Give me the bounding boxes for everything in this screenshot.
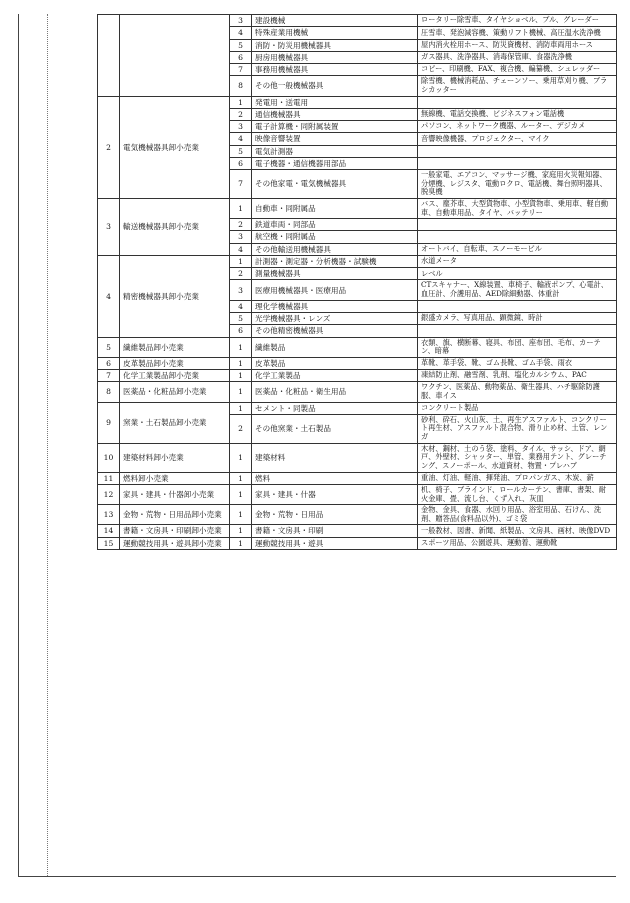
sub-category-number: 7	[230, 170, 252, 199]
sub-category-number: 1	[230, 505, 252, 525]
sub-category-name: 金物・荒物・日用品	[252, 505, 418, 525]
table-row	[98, 484, 617, 504]
sub-category-number: 1	[230, 337, 252, 357]
sub-category-number: 1	[230, 484, 252, 504]
sub-category-number: 6	[230, 51, 252, 63]
sub-category-name: その他輸送用機械器具	[252, 243, 418, 255]
sub-category-name: その他家電・電気機械器具	[252, 170, 418, 199]
sub-category-name: 家具・建具・什器	[252, 484, 418, 504]
table-row	[98, 370, 617, 382]
sub-category-name: 繊維製品	[252, 337, 418, 357]
major-category-name: 金物・荒物・日用品卸小売業	[120, 505, 230, 525]
sub-category-name: 皮革製品	[252, 357, 418, 369]
example-items: コピー、印刷機、FAX、複合機、編纂機、シュレッダー	[418, 64, 617, 76]
sub-category-number: 1	[230, 382, 252, 402]
example-items: 衣類、旗、横断幕、寝具、布団、座布団、毛布、カーテン、暗幕	[418, 337, 617, 357]
example-items: 木材、鋼材、土のう袋、塗料、タイル、サッシ、ドア、網戸、外壁材、シャッター、単管、業務用テント、グレーチング、スノーポール、水道資材、物置・プレハブ	[418, 443, 617, 472]
major-category-number: 14	[98, 525, 120, 537]
sub-category-number: 1	[230, 537, 252, 549]
example-items	[418, 325, 617, 337]
example-items: 机、椅子、ブラインド、ロールカーテン、書庫、書架、耐火金庫、畳、流し台、くず入れ、灰皿	[418, 484, 617, 504]
table-row	[98, 15, 617, 27]
example-items: ガス器具、洗浄器具、消毒保管庫、食器洗浄機	[418, 51, 617, 63]
sub-category-name: 医薬品・化粧品・衛生用品	[252, 382, 418, 402]
sub-category-number: 1	[230, 96, 252, 108]
table-row	[98, 443, 617, 472]
sub-category-number: 4	[230, 133, 252, 145]
sub-category-name: 光学機械器具・レンズ	[252, 313, 418, 325]
sub-category-number: 6	[230, 325, 252, 337]
sub-category-name: 航空機・同附属品	[252, 231, 418, 243]
example-items	[418, 157, 617, 169]
sub-category-name: その他窯業・土石製品	[252, 414, 418, 443]
sub-category-name: 事務用機械器具	[252, 64, 418, 76]
sub-category-name: 運動競技用具・遊具	[252, 537, 418, 549]
major-category-name	[120, 15, 230, 97]
sub-category-name: 鉄道車両・同部品	[252, 219, 418, 231]
table-row	[98, 472, 617, 484]
major-category-number: 5	[98, 337, 120, 357]
sub-category-name: 電子計算機・同附属装置	[252, 121, 418, 133]
major-category-number: 8	[98, 382, 120, 402]
sub-category-number: 1	[230, 370, 252, 382]
example-items: ワクチン、医薬品、動物薬品、衛生器具、ハチ駆除防護服、車イス	[418, 382, 617, 402]
major-category-name: 建築材料卸小売業	[120, 443, 230, 472]
example-items: 凍結防止剤、融雪剤、乳剤、塩化カルシウム、PAC	[418, 370, 617, 382]
sub-category-name: 燃料	[252, 472, 418, 484]
major-category-name: 化学工業製品卸小売業	[120, 370, 230, 382]
sub-category-number: 7	[230, 64, 252, 76]
sub-category-name: 特殊産業用機械	[252, 27, 418, 39]
sub-category-number: 5	[230, 145, 252, 157]
major-category-number: 2	[98, 96, 120, 198]
example-items: バス、塵芥車、大型貨物車、小型貨物車、乗用車、軽自動車、自動車用品、タイヤ、バッテリー	[418, 198, 617, 218]
example-items: 一般教材、図書、新聞、紙製品、文房具、画材、映像DVD	[418, 525, 617, 537]
example-items: 圧雪車、発泡減容機、策動リフト機械、高圧温水洗浄機	[418, 27, 617, 39]
example-items: ロータリー除雪車、タイヤショベル、ブル、グレーダー	[418, 15, 617, 27]
table-row	[98, 96, 617, 108]
sub-category-name: その他精密機械器具	[252, 325, 418, 337]
major-category-name: 電気機械器具卸小売業	[120, 96, 230, 198]
sub-category-number: 3	[230, 231, 252, 243]
sub-category-name: 映像音響装置	[252, 133, 418, 145]
sub-category-number: 8	[230, 76, 252, 96]
sub-category-number: 2	[230, 108, 252, 120]
category-table	[97, 14, 617, 550]
major-category-name: 輸送機械器具卸小売業	[120, 198, 230, 255]
major-category-name: 書籍・文房具・印刷卸小売業	[120, 525, 230, 537]
major-category-number: 13	[98, 505, 120, 525]
example-items: 革靴、革手袋、靴、ゴム長靴、ゴム手袋、雨衣	[418, 357, 617, 369]
major-category-number: 4	[98, 255, 120, 337]
example-items: 屋内消火栓用ホース、防災資機材、消防車両用ホース	[418, 39, 617, 51]
major-category-number: 9	[98, 402, 120, 443]
sub-category-name: 電子機器・通信機器用部品	[252, 157, 418, 169]
example-items: パソコン、ネットワーク機器、ルーター、デジカメ	[418, 121, 617, 133]
sub-category-number: 3	[230, 121, 252, 133]
major-category-number: 3	[98, 198, 120, 255]
example-items: 金物、金具、食器、水回り用品、浴室用品、石けん、洗剤、贈答品(食料品以外)、ゴミ袋	[418, 505, 617, 525]
major-category-name: 燃料卸小売業	[120, 472, 230, 484]
example-items	[418, 231, 617, 243]
sub-category-number: 2	[230, 268, 252, 280]
example-items	[418, 145, 617, 157]
major-category-number: 10	[98, 443, 120, 472]
major-category-number: 11	[98, 472, 120, 484]
table-row	[98, 525, 617, 537]
example-items: CTスキャナー、X線装置、車椅子、輸液ポンプ、心電計、血圧計、介護用品、AED除細動器、体重計	[418, 280, 617, 300]
major-category-name: 運動競技用具・遊具卸小売業	[120, 537, 230, 549]
major-category-name: 繊維製品卸小売業	[120, 337, 230, 357]
sub-category-name: 電気計測器	[252, 145, 418, 157]
table-row	[98, 505, 617, 525]
sub-category-number: 1	[230, 198, 252, 218]
sub-category-name: 消防・防災用機械器具	[252, 39, 418, 51]
table-row	[98, 255, 617, 267]
major-category-name: 窯業・土石製品卸小売業	[120, 402, 230, 443]
example-items: 無線機、電話交換機、ビジネスフォン電話機	[418, 108, 617, 120]
example-items: オートバイ、自転車、スノーモービル	[418, 243, 617, 255]
major-category-name: 医薬品・化粧品卸小売業	[120, 382, 230, 402]
sub-category-name: 発電用・送電用	[252, 96, 418, 108]
sub-category-name: 計測器・測定器・分析機器・試験機	[252, 255, 418, 267]
sub-category-number: 5	[230, 313, 252, 325]
sub-category-number: 5	[230, 39, 252, 51]
example-items: レベル	[418, 268, 617, 280]
sub-category-number: 4	[230, 27, 252, 39]
example-items	[418, 219, 617, 231]
sub-category-name: 理化学機械器具	[252, 300, 418, 312]
table-row	[98, 337, 617, 357]
sub-category-number: 4	[230, 300, 252, 312]
table-row	[98, 537, 617, 549]
sub-category-name: 通信機械器具	[252, 108, 418, 120]
example-items: 銀盛カメラ、写真用品、顕微鏡、時計	[418, 313, 617, 325]
major-category-number: 12	[98, 484, 120, 504]
example-items: 除雪機、機械消耗品、チェーンソー、乗用草刈り機、ブラシカッター	[418, 76, 617, 96]
sub-category-number: 1	[230, 525, 252, 537]
table-row	[98, 198, 617, 218]
major-category-number: 6	[98, 357, 120, 369]
major-category-name: 家具・建具・什器卸小売業	[120, 484, 230, 504]
example-items	[418, 96, 617, 108]
sub-category-number: 4	[230, 243, 252, 255]
margin-rule-left	[18, 14, 19, 876]
category-table-body	[98, 15, 617, 550]
sub-category-name: 建築材料	[252, 443, 418, 472]
sub-category-name: 測量機械器具	[252, 268, 418, 280]
example-items: 音響映像機器、プロジェクター、マイク	[418, 133, 617, 145]
table-row	[98, 357, 617, 369]
example-items: スポーツ用品、公園遊具、運動着、運動靴	[418, 537, 617, 549]
table-row	[98, 382, 617, 402]
major-category-name: 皮革製品卸小売業	[120, 357, 230, 369]
sub-category-name: 書籍・文房具・印刷	[252, 525, 418, 537]
sub-category-name: 建設機械	[252, 15, 418, 27]
table-row	[98, 402, 617, 414]
major-category-name: 精密機械器具卸小売業	[120, 255, 230, 337]
major-category-number: 7	[98, 370, 120, 382]
example-items: コンクリート製品	[418, 402, 617, 414]
example-items: 水道メータ	[418, 255, 617, 267]
sub-category-number: 1	[230, 443, 252, 472]
example-items: 重油、灯油、軽油、揮発油、プロパンガス、木炭、薪	[418, 472, 617, 484]
sub-category-name: その他一般機械器具	[252, 76, 418, 96]
bottom-rule	[18, 876, 616, 877]
sub-category-name: セメント・同製品	[252, 402, 418, 414]
sub-category-name: 自動車・同附属品	[252, 198, 418, 218]
sub-category-number: 2	[230, 414, 252, 443]
example-items: 一般家電、エアコン、マッサージ機、家庭用火災報知器、分煙機、レジスタ、電動ロクロ、電話機、舞台照明器具、脱臭機	[418, 170, 617, 199]
major-category-number: 15	[98, 537, 120, 549]
sub-category-number: 1	[230, 255, 252, 267]
example-items: 砂利、砕石、火山灰、土、再生アスファルト、コンクリート再生材、アスファルト混合物、滑り止め材、土管、レンガ	[418, 414, 617, 443]
sub-category-number: 1	[230, 357, 252, 369]
sub-category-name: 化学工業製品	[252, 370, 418, 382]
margin-rule-dotted	[47, 14, 48, 876]
sub-category-name: 厨房用機械器具	[252, 51, 418, 63]
sub-category-number: 1	[230, 402, 252, 414]
sub-category-number: 3	[230, 280, 252, 300]
sub-category-number: 6	[230, 157, 252, 169]
example-items	[418, 300, 617, 312]
sub-category-number: 3	[230, 15, 252, 27]
sub-category-name: 医療用機械器具・医療用品	[252, 280, 418, 300]
major-category-number	[98, 15, 120, 97]
sub-category-number: 2	[230, 219, 252, 231]
sub-category-number: 1	[230, 472, 252, 484]
